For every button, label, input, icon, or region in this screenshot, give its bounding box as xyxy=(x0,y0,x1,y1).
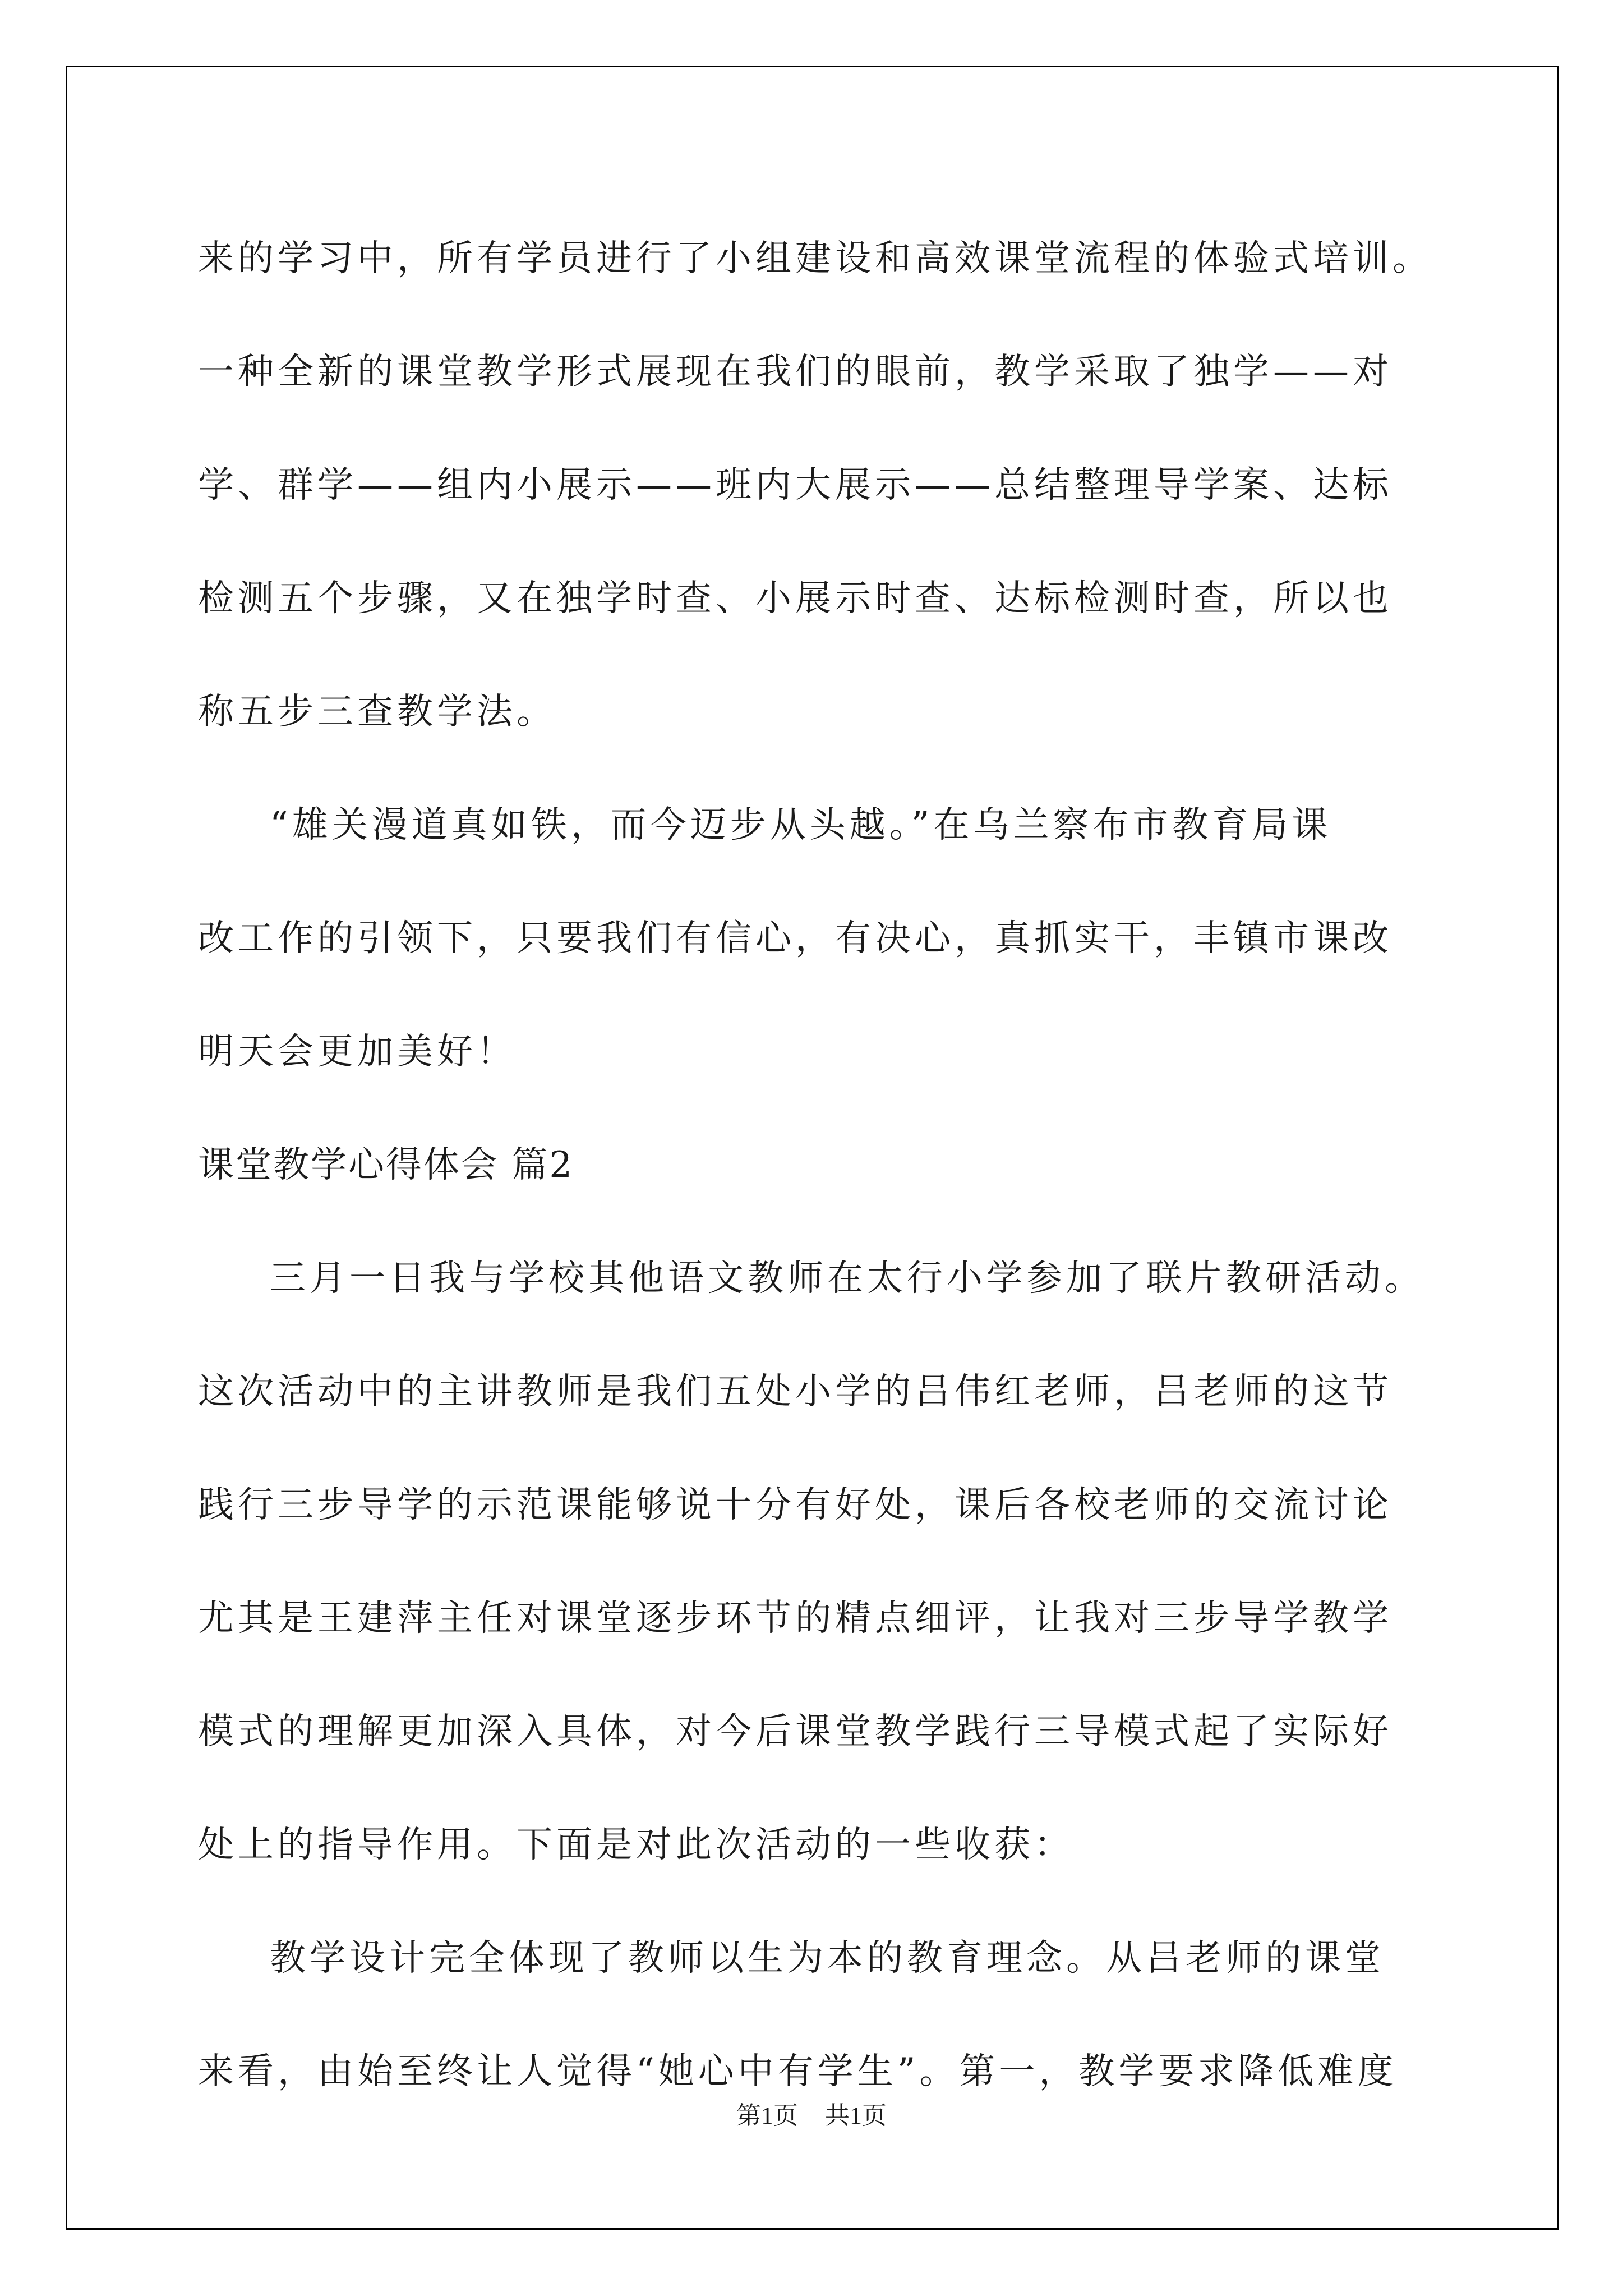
document-body xyxy=(198,202,1437,2128)
text-line: 尤其是王建萍主任对课堂逐步环节的精点细评，让我对三步导学教学 xyxy=(198,1598,1393,1639)
text-line: 学、群学——组内小展示——班内大展示——总结整理导学案、达标 xyxy=(198,464,1393,506)
text-line: 这次活动中的主讲教师是我们五处小学的吕伟红老师，吕老师的这节 xyxy=(198,1371,1393,1412)
text-line: 模式的理解更加深入具体，对今后课堂教学践行三导模式起了实际好 xyxy=(198,1711,1393,1752)
page-number: 第1页 xyxy=(736,2102,798,2129)
text-line: 改工作的引领下，只要我们有信心，有决心，真抓实干，丰镇市课改 xyxy=(198,918,1393,959)
text-line: 来看，由始至终让人觉得“她心中有学生”。第一，教学要求降低难度 xyxy=(198,2051,1398,2092)
text-line: 来的学习中，所有学员进行了小组建设和高效课堂流程的体验式培训。 xyxy=(198,238,1432,279)
paragraph-first-line: “雄关漫道真如铁，而今迈步从头越。”在乌兰察布市教育局课 xyxy=(270,804,1332,846)
section-heading: 课堂教学心得体会 篇2 xyxy=(198,1144,574,1186)
paragraph-first-line: 教学设计完全体现了教师以生为本的教育理念。从吕老师的课堂 xyxy=(270,1938,1385,1979)
page-footer xyxy=(0,2099,1623,2133)
paragraph-first-line: 三月一日我与学校其他语文教师在太行小学参加了联片教研活动。 xyxy=(270,1258,1424,1299)
page-total: 共1页 xyxy=(825,2102,887,2129)
text-line: 处上的指导作用。下面是对此次活动的一些收获： xyxy=(198,1824,1074,1866)
text-line: 检测五个步骤，又在独学时查、小展示时查、达标检测时查，所以也 xyxy=(198,578,1393,619)
text-line: 明天会更加美好！ xyxy=(198,1031,517,1073)
text-line: 践行三步导学的示范课能够说十分有好处，课后各校老师的交流讨论 xyxy=(198,1484,1393,1526)
text-line: 一种全新的课堂教学形式展现在我们的眼前，教学采取了独学——对 xyxy=(198,351,1393,393)
text-line: 称五步三查教学法。 xyxy=(198,691,556,733)
